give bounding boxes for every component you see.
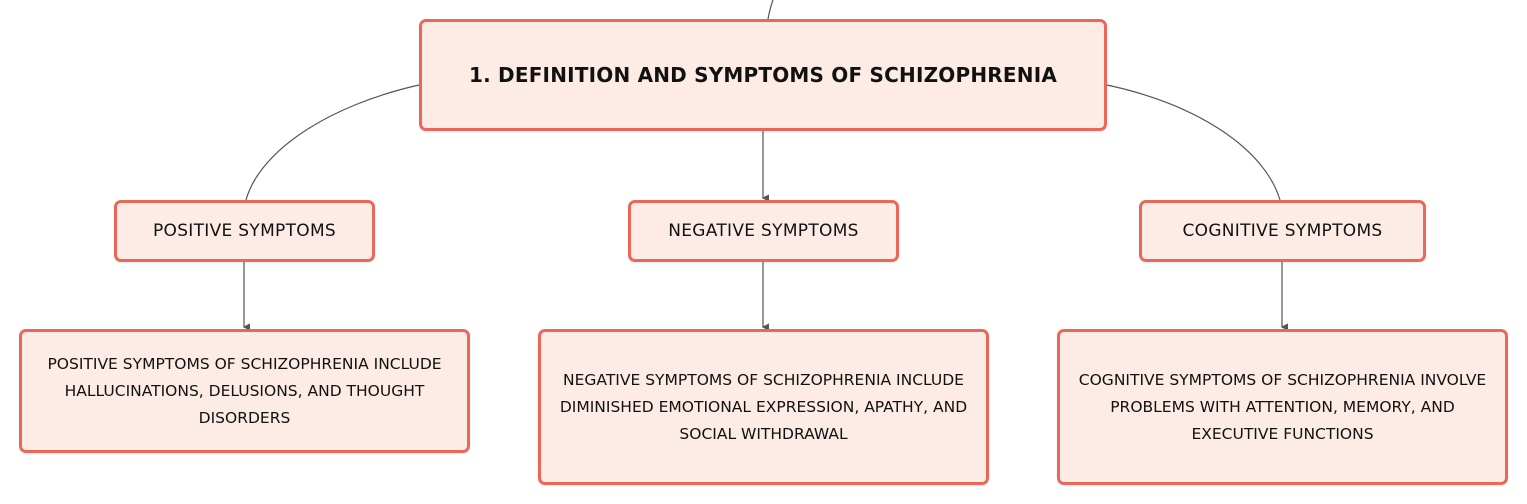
detail-node-positive-symptoms[interactable] xyxy=(19,329,470,453)
branch-node-label: NEGATIVE SYMPTOMS xyxy=(668,221,859,241)
branch-node-positive-symptoms[interactable] xyxy=(114,200,375,262)
root-node-label: 1. DEFINITION AND SYMPTOMS OF SCHIZOPHRENIA xyxy=(468,63,1058,87)
root-node[interactable] xyxy=(419,19,1107,131)
branch-node-label: COGNITIVE SYMPTOMS xyxy=(1182,221,1383,241)
branch-node-label: POSITIVE SYMPTOMS xyxy=(152,221,337,241)
branch-node-cognitive-symptoms[interactable] xyxy=(1139,200,1426,262)
connector-root-positive xyxy=(246,85,419,200)
detail-node-text: COGNITIVE SYMPTOMS OF SCHIZOPHRENIA INVOLVE PROBLEMS WITH ATTENTION, MEMORY, AND EXECUTIVE FUNCTIONS xyxy=(1078,370,1487,443)
detail-node-text: NEGATIVE SYMPTOMS OF SCHIZOPHRENIA INCLUDE DIMINISHED EMOTIONAL EXPRESSION, APATHY, AND SOCIAL WITHDRAWAL xyxy=(559,370,968,443)
detail-node-text: POSITIVE SYMPTOMS OF SCHIZOPHRENIA INCLUDE HALLUCINATIONS, DELUSIONS, AND THOUGHT DISORDERS xyxy=(47,354,442,427)
branch-node-negative-symptoms[interactable] xyxy=(628,200,899,262)
parent-connector xyxy=(768,0,773,19)
detail-node-negative-symptoms[interactable] xyxy=(538,329,989,485)
connector-root-cognitive xyxy=(1107,85,1280,200)
detail-node-cognitive-symptoms[interactable] xyxy=(1057,329,1508,485)
